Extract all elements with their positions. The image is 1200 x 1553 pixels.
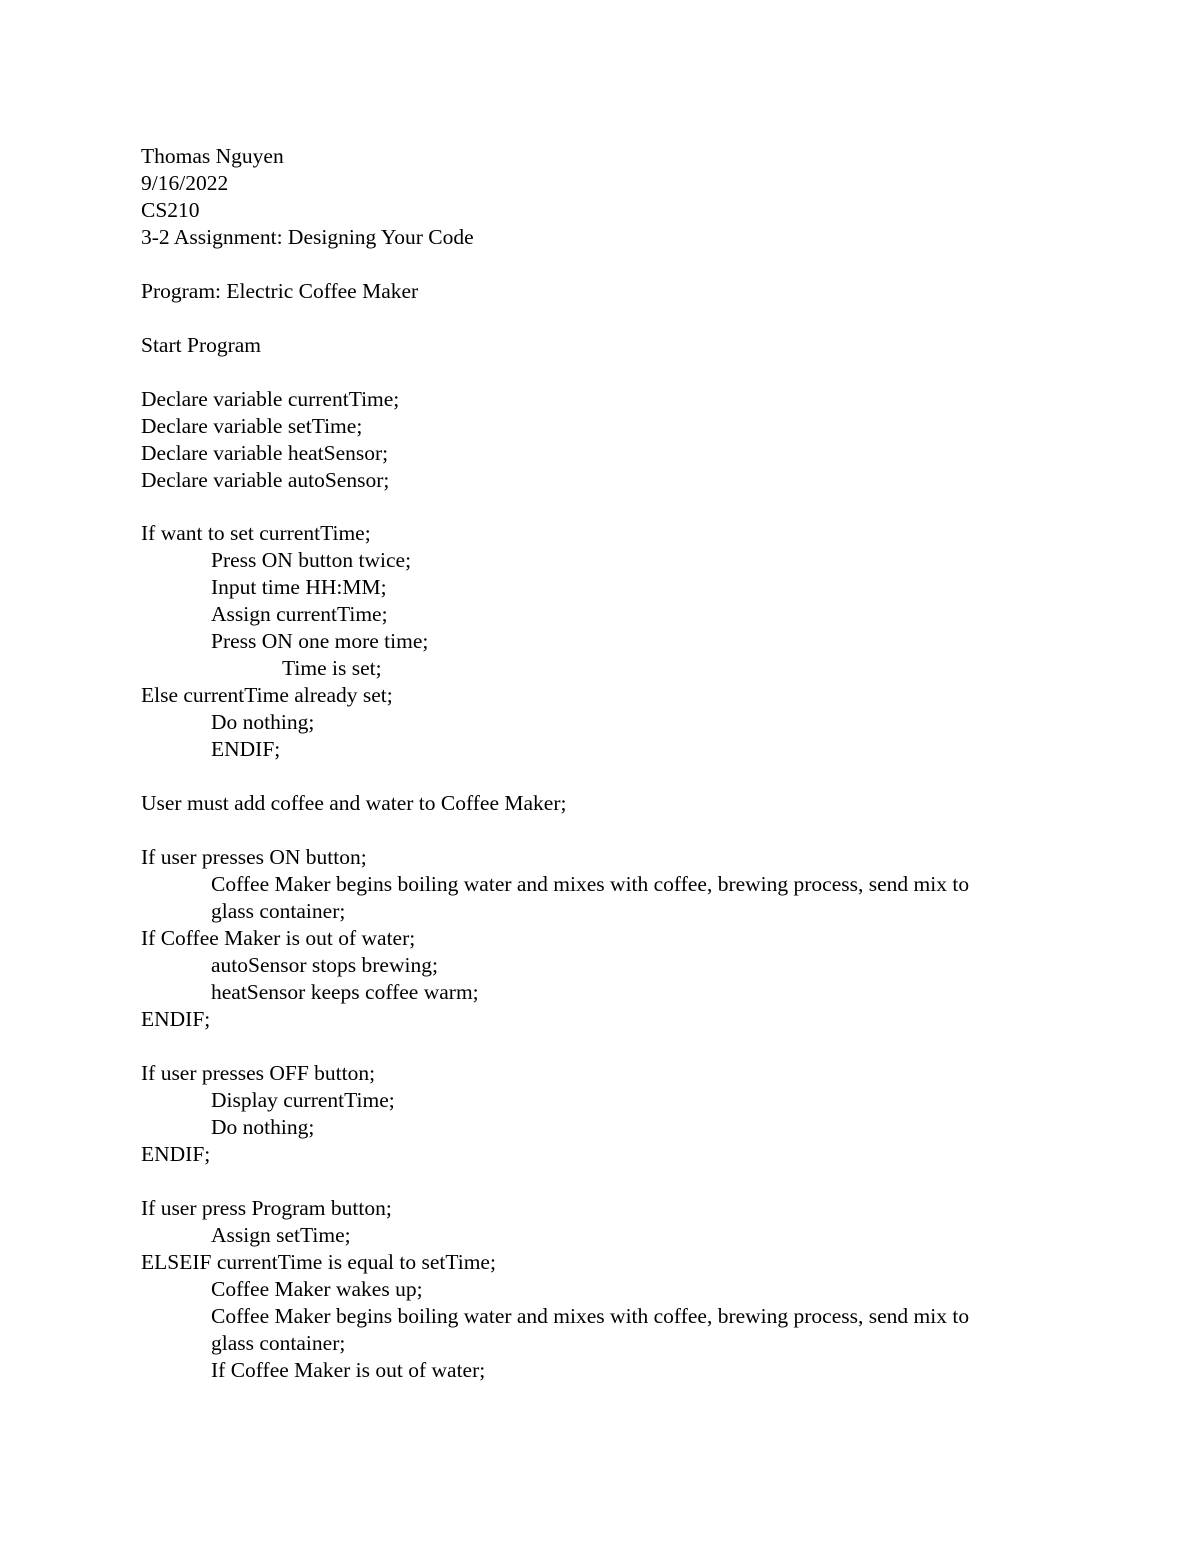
code-step: Assign setTime; [211, 1223, 351, 1247]
elseif-line: ELSEIF currentTime is equal to setTime; [141, 1250, 496, 1274]
date: 9/16/2022 [141, 171, 229, 195]
author-name: Thomas Nguyen [141, 144, 284, 168]
assignment-title: 3-2 Assignment: Designing Your Code [141, 225, 474, 249]
code-step: autoSensor stops brewing; [211, 953, 438, 977]
code-step: Display currentTime; [211, 1088, 395, 1112]
if-off-button: If user presses OFF button; [141, 1061, 376, 1085]
declaration-line: Declare variable heatSensor; [141, 441, 389, 465]
declaration-line: Declare variable setTime; [141, 414, 363, 438]
user-add-line: User must add coffee and water to Coffee Maker; [141, 791, 567, 815]
code-step: glass container; [211, 1331, 346, 1355]
declaration-line: Declare variable autoSensor; [141, 468, 390, 492]
code-step-nested: Time is set; [282, 656, 382, 680]
code-step: Coffee Maker wakes up; [211, 1277, 423, 1301]
code-step: Coffee Maker begins boiling water and mixes with coffee, brewing process, send mix to [211, 872, 970, 896]
start-program: Start Program [141, 333, 262, 357]
if-program-button: If user press Program button; [141, 1196, 392, 1220]
if-out-of-water: If Coffee Maker is out of water; [211, 1358, 486, 1382]
code-step: Coffee Maker begins boiling water and mixes with coffee, brewing process, send mix to [211, 1304, 970, 1328]
program-title: Program: Electric Coffee Maker [141, 279, 419, 303]
else-line: Else currentTime already set; [141, 683, 393, 707]
code-step: glass container; [211, 899, 346, 923]
declaration-line: Declare variable currentTime; [141, 387, 400, 411]
document-body [141, 143, 1081, 1384]
if-set-time: If want to set currentTime; [141, 521, 371, 545]
code-step: Do nothing; [211, 710, 315, 734]
endif-line: ENDIF; [141, 1142, 211, 1166]
code-step: Do nothing; [211, 1115, 315, 1139]
endif-line: ENDIF; [211, 737, 281, 761]
code-step: Press ON button twice; [211, 548, 412, 572]
if-on-button: If user presses ON button; [141, 845, 367, 869]
code-step: Input time HH:MM; [211, 575, 387, 599]
code-step: Assign currentTime; [211, 602, 388, 626]
course-code: CS210 [141, 198, 200, 222]
code-step: Press ON one more time; [211, 629, 429, 653]
endif-line: ENDIF; [141, 1007, 211, 1031]
if-out-of-water: If Coffee Maker is out of water; [141, 926, 416, 950]
code-step: heatSensor keeps coffee warm; [211, 980, 479, 1004]
